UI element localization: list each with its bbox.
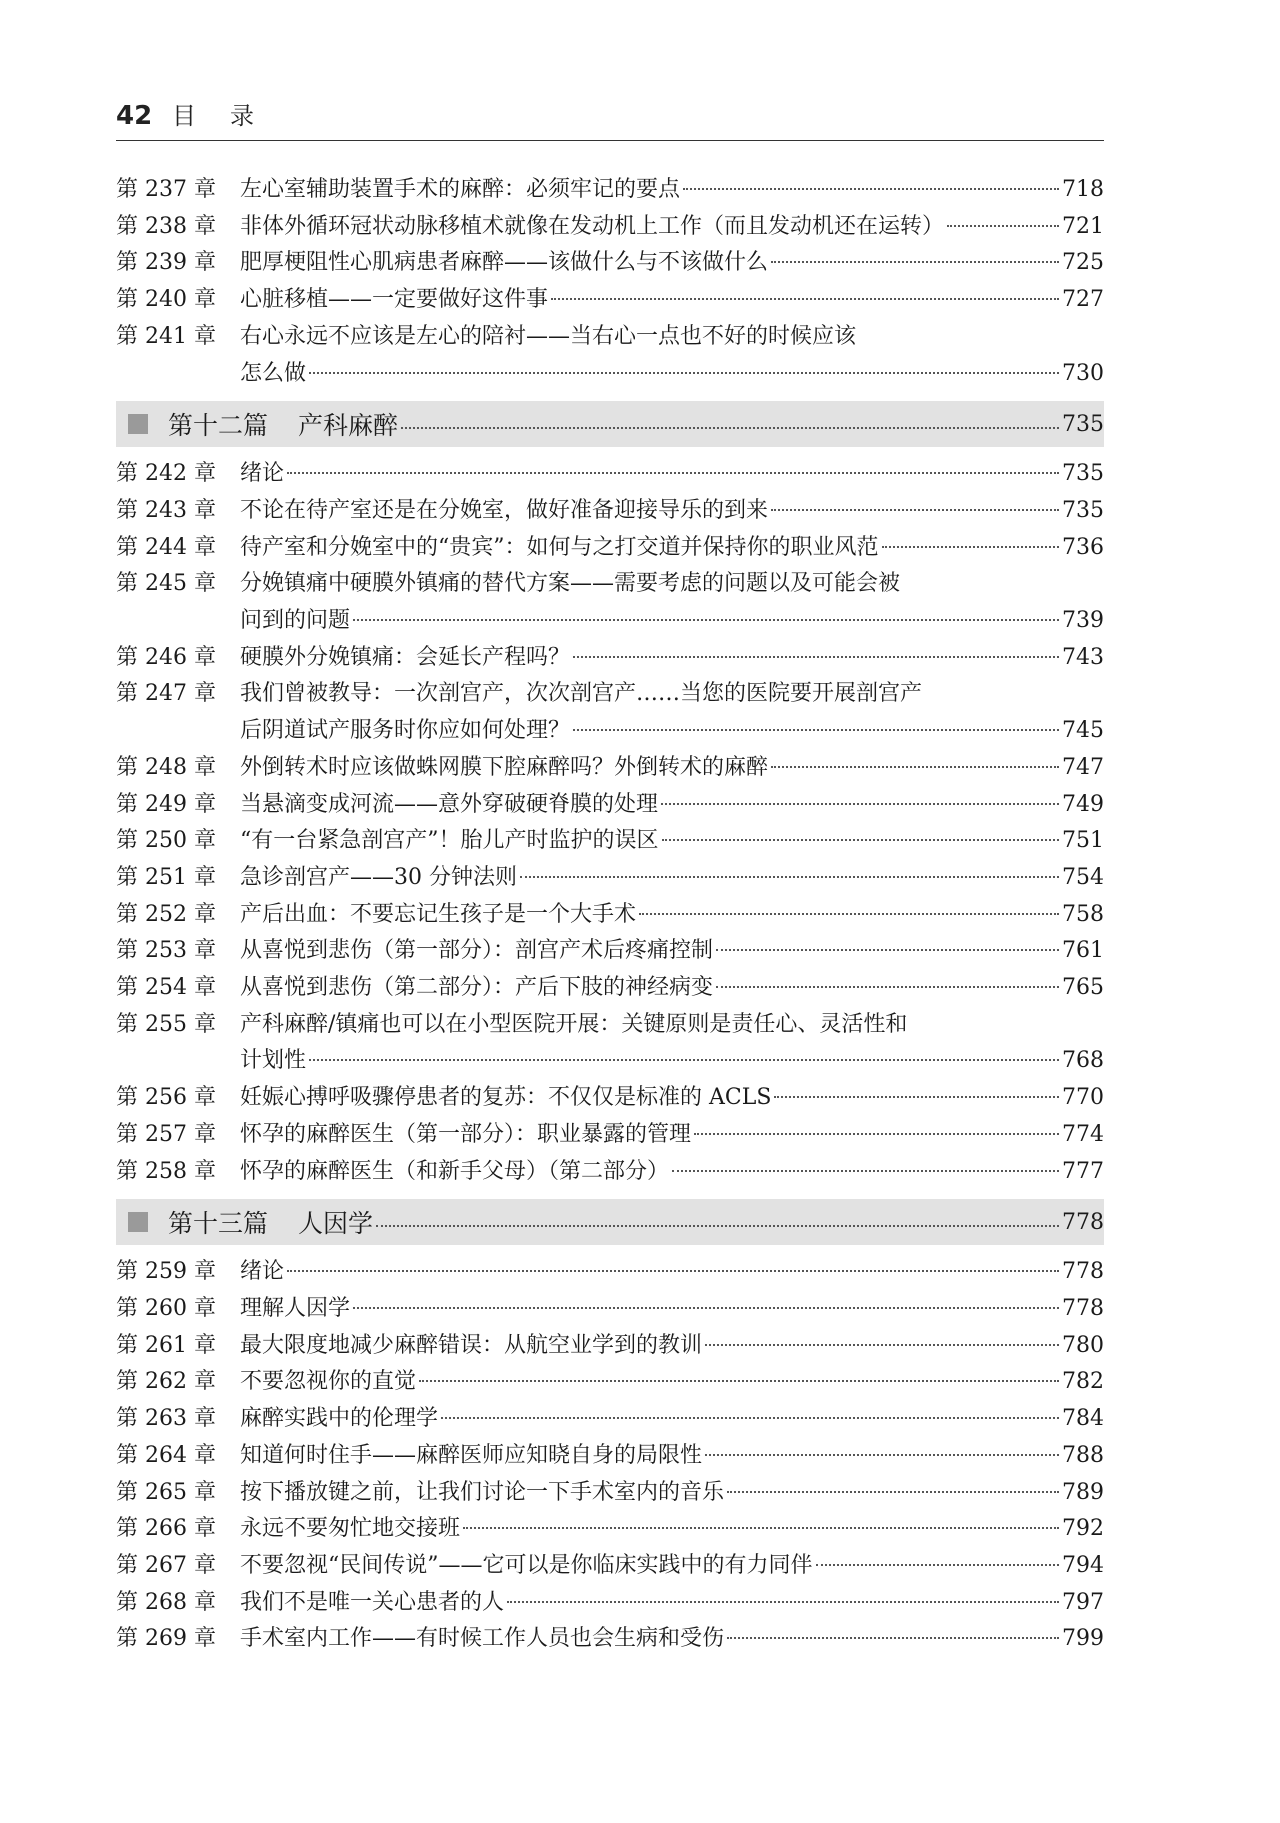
chapter-title-line: [240, 640, 1104, 677]
chapter-title: [240, 1438, 1104, 1475]
toc-entry[interactable]: [116, 1475, 1104, 1512]
page-number: 42: [116, 101, 153, 131]
dot-leader: [287, 472, 1059, 474]
chapter-title-text: 麻醉实践中的伦理学: [240, 1406, 439, 1432]
chapter-title: [240, 1585, 1104, 1622]
chapter-title-text: 非体外循环冠状动脉移植术就像在发动机上工作（而且发动机还在运转）: [240, 213, 945, 239]
chapter-page-number: 754: [1062, 864, 1104, 890]
chapter-title-text: 知道何时住手——麻醉医师应知晓自身的局限性: [240, 1442, 703, 1468]
chapter-number: 第 268 章: [116, 1589, 216, 1615]
dot-leader: [551, 298, 1059, 300]
toc-entry[interactable]: [116, 1438, 1104, 1475]
toc-entry[interactable]: [116, 282, 1104, 319]
chapter-title-line: [240, 787, 1104, 824]
chapter-page-number: 725: [1062, 250, 1104, 276]
chapter-title-line: [240, 933, 1104, 970]
chapter-title-line: [240, 750, 1104, 787]
chapter-title: [240, 1291, 1104, 1328]
chapter-title-line: [240, 1328, 1104, 1365]
chapter-title: [240, 933, 1104, 970]
chapter-title-line: [240, 530, 1104, 567]
dot-leader: [771, 509, 1059, 511]
toc-entry[interactable]: [116, 1548, 1104, 1585]
chapter-title-text: 问到的问题: [240, 608, 351, 634]
chapter-title: [240, 1007, 1104, 1080]
toc-entry[interactable]: [116, 676, 1104, 749]
chapter-title: [240, 1475, 1104, 1512]
section-square-icon: [128, 1212, 148, 1232]
dot-leader: [816, 1564, 1060, 1566]
chapter-number: 第 250 章: [116, 828, 216, 854]
chapter-title-line: [240, 1548, 1104, 1585]
chapter-page-number: 747: [1062, 754, 1104, 780]
toc-entry[interactable]: [116, 640, 1104, 677]
chapter-page-number: 778: [1062, 1259, 1104, 1285]
dot-leader: [309, 372, 1059, 374]
chapter-title-line: [240, 1117, 1104, 1154]
chapter-title-text: 永远不要匆忙地交接班: [240, 1516, 461, 1542]
toc-entry[interactable]: [116, 1291, 1104, 1328]
dot-leader: [661, 803, 1059, 805]
chapter-title: [240, 566, 1104, 639]
chapter-title-text: 待产室和分娩室中的“贵宾”：如何与之打交道并保持你的职业风范: [240, 534, 879, 560]
dot-leader: [573, 729, 1059, 731]
chapter-page-number: 736: [1062, 534, 1104, 560]
chapter-title: [240, 787, 1104, 824]
chapter-number: 第 246 章: [116, 644, 216, 670]
toc-entry[interactable]: [116, 1401, 1104, 1438]
chapter-title-line: [240, 172, 1104, 209]
chapter-title-text: 理解人因学: [240, 1295, 351, 1321]
chapter-number: 第 260 章: [116, 1295, 216, 1321]
header-title: 目录: [172, 102, 288, 130]
chapter-number: 第 243 章: [116, 497, 216, 523]
toc-entry[interactable]: [116, 493, 1104, 530]
chapter-page-number: 761: [1062, 938, 1104, 964]
chapter-page-number: 799: [1062, 1626, 1104, 1652]
toc-entry[interactable]: [116, 1364, 1104, 1401]
chapter-title-line: [240, 493, 1104, 530]
chapter-title-text: 按下播放键之前，让我们讨论一下手术室内的音乐: [240, 1479, 725, 1505]
dot-leader: [771, 261, 1059, 263]
chapter-title: [240, 860, 1104, 897]
chapter-title: [240, 1117, 1104, 1154]
dot-leader: [672, 1170, 1059, 1172]
chapter-title: [240, 245, 1104, 282]
chapter-title-line: [240, 1585, 1104, 1622]
toc-entry[interactable]: [116, 530, 1104, 567]
dot-leader: [287, 1270, 1059, 1272]
dot-leader: [662, 839, 1060, 841]
chapter-number: 第 263 章: [116, 1406, 216, 1432]
chapter-page-number: 784: [1062, 1406, 1104, 1432]
section-page-number: 735: [1062, 411, 1104, 437]
chapter-title-line: [240, 676, 1104, 713]
dot-leader: [507, 1601, 1059, 1603]
chapter-number: 第 254 章: [116, 975, 216, 1001]
chapter-title: [240, 172, 1104, 209]
chapter-title-text: 我们曾被教导：一次剖宫产，次次剖宫产……当您的医院要开展剖宫产: [240, 681, 923, 707]
toc-entry[interactable]: [116, 1328, 1104, 1365]
toc-entry[interactable]: [116, 1621, 1104, 1658]
chapter-title-text: 从喜悦到悲伤（第二部分）：产后下肢的神经病变: [240, 975, 714, 1001]
chapter-title: [240, 209, 1104, 246]
chapter-page-number: 780: [1062, 1332, 1104, 1358]
chapter-title-text: 肥厚梗阻性心肌病患者麻醉——该做什么与不该做什么: [240, 250, 769, 276]
chapter-page-number: 727: [1062, 287, 1104, 313]
chapter-number: 第 259 章: [116, 1259, 216, 1285]
chapter-title-text: 不要忽视你的直觉: [240, 1369, 417, 1395]
chapter-title-text: 从喜悦到悲伤（第一部分）：剖宫产术后疼痛控制: [240, 938, 714, 964]
chapter-title: [240, 1254, 1104, 1291]
chapter-title-line: [240, 1007, 1104, 1044]
chapter-title: [240, 1511, 1104, 1548]
section-part-label: 第十三篇: [168, 1209, 269, 1239]
chapter-title: [240, 1364, 1104, 1401]
chapter-title: [240, 823, 1104, 860]
toc-entry[interactable]: [116, 970, 1104, 1007]
chapter-title-line: [240, 1254, 1104, 1291]
chapter-number: 第 264 章: [116, 1442, 216, 1468]
chapter-title-line: [240, 897, 1104, 934]
chapter-title-text: 怎么做: [240, 360, 307, 386]
chapter-title-text: 不要忽视“民间传说”——它可以是你临床实践中的有力同伴: [240, 1552, 813, 1578]
chapter-title-line: [240, 1364, 1104, 1401]
chapter-title: [240, 750, 1104, 787]
chapter-page-number: 743: [1062, 644, 1104, 670]
chapter-page-number: 792: [1062, 1516, 1104, 1542]
chapter-title-line: [240, 970, 1104, 1007]
chapter-number: 第 244 章: [116, 534, 216, 560]
chapter-title: [240, 1154, 1104, 1191]
dot-leader: [573, 656, 1059, 658]
section-page-number: 778: [1062, 1209, 1104, 1235]
chapter-number: 第 269 章: [116, 1626, 216, 1652]
chapter-title: [240, 282, 1104, 319]
section-heading[interactable]: [116, 401, 1104, 447]
chapter-title-line: [240, 1438, 1104, 1475]
chapter-title: [240, 319, 1104, 392]
chapter-page-number: 777: [1062, 1158, 1104, 1184]
chapter-title-line: [240, 1043, 1104, 1080]
chapter-number: 第 245 章: [116, 571, 216, 597]
dot-leader: [639, 913, 1059, 915]
toc-entry[interactable]: [116, 1585, 1104, 1622]
chapter-page-number: 794: [1062, 1552, 1104, 1578]
chapter-page-number: 778: [1062, 1295, 1104, 1321]
chapter-title-line: [240, 356, 1104, 393]
chapter-title: [240, 897, 1104, 934]
chapter-title-text: 右心永远不应该是左心的陪衬——当右心一点也不好的时候应该: [240, 323, 857, 349]
chapter-title-line: [240, 566, 1104, 603]
chapter-page-number: 789: [1062, 1479, 1104, 1505]
chapter-number: 第 261 章: [116, 1332, 216, 1358]
chapter-page-number: 718: [1062, 177, 1104, 202]
chapter-title-line: [240, 245, 1104, 282]
dot-leader: [376, 1225, 1059, 1227]
chapter-title-line: [240, 713, 1104, 750]
chapter-title-line: [240, 1475, 1104, 1512]
chapter-title-text: 不论在待产室还是在分娩室，做好准备迎接导乐的到来: [240, 497, 769, 523]
chapter-number: 第 253 章: [116, 938, 216, 964]
chapter-page-number: 721: [1062, 213, 1104, 239]
chapter-title: [240, 1080, 1104, 1117]
chapter-title: [240, 640, 1104, 677]
chapter-title: [240, 1621, 1104, 1658]
chapter-title-line: [240, 1511, 1104, 1548]
chapter-title-line: [240, 282, 1104, 319]
dot-leader: [947, 225, 1059, 227]
chapter-title-line: [240, 1154, 1104, 1191]
chapter-number: 第 258 章: [116, 1158, 216, 1184]
chapter-number: 第 266 章: [116, 1516, 216, 1542]
chapter-title: [240, 1548, 1104, 1585]
chapter-page-number: 751: [1062, 828, 1104, 854]
toc-entry[interactable]: [116, 456, 1104, 493]
dot-leader: [727, 1637, 1059, 1639]
dot-leader: [771, 766, 1059, 768]
toc-entry[interactable]: [116, 319, 1104, 392]
dot-leader: [353, 1307, 1059, 1309]
chapter-title: [240, 493, 1104, 530]
dot-leader: [774, 1096, 1059, 1098]
chapter-page-number: 735: [1062, 461, 1104, 487]
chapter-title-text: 妊娠心搏呼吸骤停患者的复苏：不仅仅是标准的 ACLS: [240, 1085, 772, 1111]
chapter-title-text: 怀孕的麻醉医生（第一部分）：职业暴露的管理: [240, 1121, 692, 1147]
chapter-page-number: 730: [1062, 360, 1104, 386]
dot-leader: [694, 1133, 1059, 1135]
chapter-number: 第 262 章: [116, 1369, 216, 1395]
chapter-title-line: [240, 1080, 1104, 1117]
dot-leader: [705, 1344, 1059, 1346]
toc-entry[interactable]: [116, 1254, 1104, 1291]
section-part-label: 第十二篇: [168, 411, 269, 441]
chapter-title-text: 最大限度地减少麻醉错误：从航空业学到的教训: [240, 1332, 703, 1358]
toc-entry[interactable]: [116, 750, 1104, 787]
chapter-number: 第 252 章: [116, 901, 216, 927]
chapter-title-text: 计划性: [240, 1048, 307, 1074]
page-header: [116, 96, 1104, 141]
toc-entry[interactable]: [116, 897, 1104, 934]
section-name: 人因学: [298, 1209, 374, 1239]
toc-entry[interactable]: [116, 1007, 1104, 1080]
chapter-title-line: [240, 603, 1104, 640]
dot-leader: [401, 427, 1059, 429]
dot-leader: [419, 1380, 1059, 1382]
chapter-title-text: 硬膜外分娩镇痛：会延长产程吗？: [240, 644, 571, 670]
chapter-number: 第 256 章: [116, 1085, 216, 1111]
toc-entry[interactable]: [116, 245, 1104, 282]
section-title: [168, 1204, 373, 1240]
toc-entry[interactable]: [116, 1511, 1104, 1548]
chapter-title-text: 急诊剖宫产——30 分钟法则: [240, 864, 517, 890]
section-name: 产科麻醉: [298, 411, 399, 441]
toc-entry[interactable]: [116, 172, 1104, 209]
dot-leader: [353, 619, 1059, 621]
chapter-title-text: 外倒转术时应该做蛛网膜下腔麻醉吗？外倒转术的麻醉: [240, 754, 769, 780]
toc-entry[interactable]: [116, 1080, 1104, 1117]
chapter-number: 第 249 章: [116, 791, 216, 817]
chapter-title: [240, 1328, 1104, 1365]
toc-entry[interactable]: [116, 209, 1104, 246]
dot-leader: [716, 949, 1059, 951]
chapter-title-line: [240, 1291, 1104, 1328]
dot-leader: [309, 1059, 1059, 1061]
chapter-number: 第 255 章: [116, 1011, 216, 1037]
chapter-title-text: 绪论: [240, 1259, 285, 1285]
chapter-title-text: 分娩镇痛中硬膜外镇痛的替代方案——需要考虑的问题以及可能会被: [240, 571, 901, 597]
chapter-title-line: [240, 1401, 1104, 1438]
chapter-page-number: 749: [1062, 791, 1104, 817]
chapter-number: 第 247 章: [116, 681, 216, 707]
chapter-number: 第 267 章: [116, 1552, 216, 1578]
chapter-title-text: 左心室辅助装置手术的麻醉：必须牢记的要点: [240, 177, 681, 202]
chapter-number: 第 248 章: [116, 754, 216, 780]
chapter-number: 第 239 章: [116, 250, 216, 276]
chapter-page-number: 782: [1062, 1369, 1104, 1395]
chapter-title-line: [240, 209, 1104, 246]
chapter-number: 第 238 章: [116, 213, 216, 239]
toc-entry[interactable]: [116, 1117, 1104, 1154]
chapter-title: [240, 970, 1104, 1007]
chapter-page-number: 735: [1062, 497, 1104, 523]
chapter-page-number: 739: [1062, 608, 1104, 634]
chapter-title: [240, 1401, 1104, 1438]
toc-entry[interactable]: [116, 933, 1104, 970]
section-square-icon: [128, 414, 148, 434]
chapter-title: [240, 676, 1104, 749]
chapter-number: 第 265 章: [116, 1479, 216, 1505]
dot-leader: [463, 1527, 1059, 1529]
chapter-title-line: [240, 319, 1104, 356]
dot-leader: [716, 986, 1059, 988]
dot-leader: [882, 546, 1060, 548]
section-title: [168, 406, 398, 442]
toc-entry[interactable]: [116, 1154, 1104, 1191]
chapter-title-text: 手术室内工作——有时候工作人员也会生病和受伤: [240, 1626, 725, 1652]
chapter-number: 第 242 章: [116, 461, 216, 487]
chapter-number: 第 257 章: [116, 1121, 216, 1147]
dot-leader: [520, 876, 1059, 878]
chapter-page-number: 770: [1062, 1085, 1104, 1111]
toc-entry[interactable]: [116, 566, 1104, 639]
chapter-title-text: 心脏移植——一定要做好这件事: [240, 287, 549, 313]
chapter-title-text: 产后出血：不要忘记生孩子是一个大手术: [240, 901, 637, 927]
chapter-title-text: 产科麻醉/镇痛也可以在小型医院开展：关键原则是责任心、灵活性和: [240, 1011, 908, 1037]
table-of-contents: [116, 172, 1104, 1658]
chapter-title-line: [240, 860, 1104, 897]
chapter-page-number: 745: [1062, 718, 1104, 744]
chapter-title-text: 怀孕的麻醉医生（和新手父母）（第二部分）: [240, 1158, 670, 1184]
chapter-title-text: 我们不是唯一关心患者的人: [240, 1589, 505, 1615]
chapter-title-text: 后阴道试产服务时你应如何处理？: [240, 718, 571, 744]
dot-leader: [441, 1417, 1059, 1419]
chapter-title-text: 当悬滴变成河流——意外穿破硬脊膜的处理: [240, 791, 659, 817]
chapter-page-number: 765: [1062, 975, 1104, 1001]
chapter-number: 第 251 章: [116, 864, 216, 890]
toc-entry[interactable]: [116, 860, 1104, 897]
chapter-title: [240, 530, 1104, 567]
dot-leader: [727, 1491, 1059, 1493]
chapter-title-text: “有一台紧急剖宫产”！胎儿产时监护的误区: [240, 828, 659, 854]
chapter-page-number: 758: [1062, 901, 1104, 927]
chapter-title: [240, 456, 1104, 493]
chapter-page-number: 768: [1062, 1048, 1104, 1074]
chapter-page-number: 774: [1062, 1121, 1104, 1147]
chapter-title-line: [240, 823, 1104, 860]
toc-entry[interactable]: [116, 823, 1104, 860]
chapter-page-number: 797: [1062, 1589, 1104, 1615]
chapter-number: 第 241 章: [116, 323, 216, 349]
chapter-number: 第 237 章: [116, 177, 216, 202]
chapter-title-text: 绪论: [240, 461, 285, 487]
chapter-page-number: 788: [1062, 1442, 1104, 1468]
dot-leader: [705, 1454, 1059, 1456]
section-heading[interactable]: [116, 1199, 1104, 1245]
dot-leader: [683, 188, 1059, 190]
chapter-title-line: [240, 1621, 1104, 1658]
toc-entry[interactable]: [116, 787, 1104, 824]
chapter-number: 第 240 章: [116, 287, 216, 313]
chapter-title-line: [240, 456, 1104, 493]
